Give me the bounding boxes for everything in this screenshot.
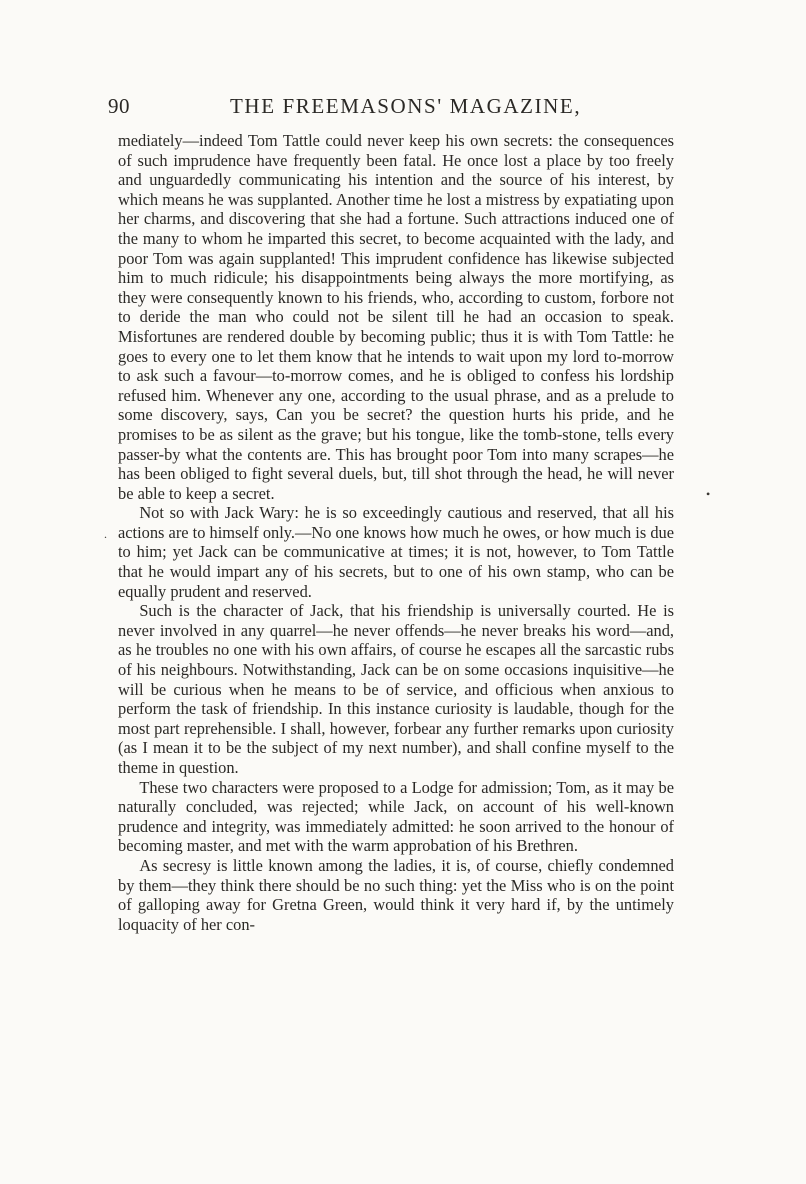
- marginal-dot-left: .: [104, 527, 107, 541]
- paragraph-secresy-ladies: As secresy is little known among the ladies, it is, of course, chiefly condemned by them—they think there should be no such thing: yet the Miss who is on the point of galloping away for Gretna Green, would think it very hard if, by the untimely loquacity of her con-: [118, 855, 674, 934]
- marginal-dot-right: •: [706, 487, 711, 501]
- paragraph-jack-wary: Not so with Jack Wary: he is so exceedingly cautious and reserved, that all his actions are to himself only.—No one knows how much he owes, or how much is due to him; yet Jack can be communicative at times; it is not, however, to Tom Tattle that he would impart any of his secrets, but to one of his own stamp, who can be equally prudent and reserved.: [118, 503, 674, 601]
- running-title: THE FREEMASONS' MAGAZINE,: [230, 94, 582, 118]
- paragraph-tom-tattle: mediately—indeed Tom Tattle could never keep his own secrets: the consequences of such imprudence have frequently been fatal. He once lost a place by too freely and unguardedly communicating his intention and the source of his interest, by which means he was supplanted. Another time he lost a mistress by expatiating upon her charms, and discovering that she had a fortune. Such attractions induced one of the many to whom he imparted this secret, to become acquainted with the lady, and poor Tom was again supplanted! This imprudent confidence has likewise subjected him to much ridicule; his disappointments being always the more mortifying, as they were consequently known to his friends, who, according to custom, forbore not to deride the man who could not be silent till he had an occasion to speak. Misfortunes are rendered double by becoming public; thus it is with Tom Tattle: he goes to every one to let them know that he intends to wait upon my lord to-morrow to ask such a favour—to-morrow comes, and he is obliged to confess his lordship refused him. Whenever any one, according to the usual phrase, and as a prelude to some discovery, says, Can you be secret? the question hurts his pride, and he promises to be as silent as the grave; but his tongue, like the tomb-stone, tells every passer-by what the contents are. This has brought poor Tom into many scrapes—he has been obliged to fight several duels, but, till shot through the head, he will never be able to keep a secret.: [118, 131, 674, 503]
- page-header: [108, 94, 708, 124]
- paragraph-jack-character: Such is the character of Jack, that his friendship is universally courted. He is never involved in any quarrel—he never offends—he never breaks his word—and, as he troubles no one with his own affairs, of course he escapes all the sarcastic rubs of his neighbours. Notwithstanding, Jack can be on some occasions inquisitive—he will be curious when he means to be of service, and officious when anxious to perform the task of friendship. In this instance curiosity is laudable, though for the most part reprehensible. I shall, however, forbear any further remarks upon curiosity (as I mean it to be the subject of my next number), and shall confine myself to the theme in question.: [118, 601, 674, 777]
- article-body: [118, 131, 674, 934]
- paragraph-lodge-admission: These two characters were proposed to a Lodge for admission; Tom, as it may be naturally concluded, was rejected; while Jack, on account of his well-known prudence and integrity, was immediately admitted: he soon arrived to the honour of becoming master, and met with the warm approbation of his Brethren.: [118, 777, 674, 856]
- page-number: 90: [108, 94, 130, 118]
